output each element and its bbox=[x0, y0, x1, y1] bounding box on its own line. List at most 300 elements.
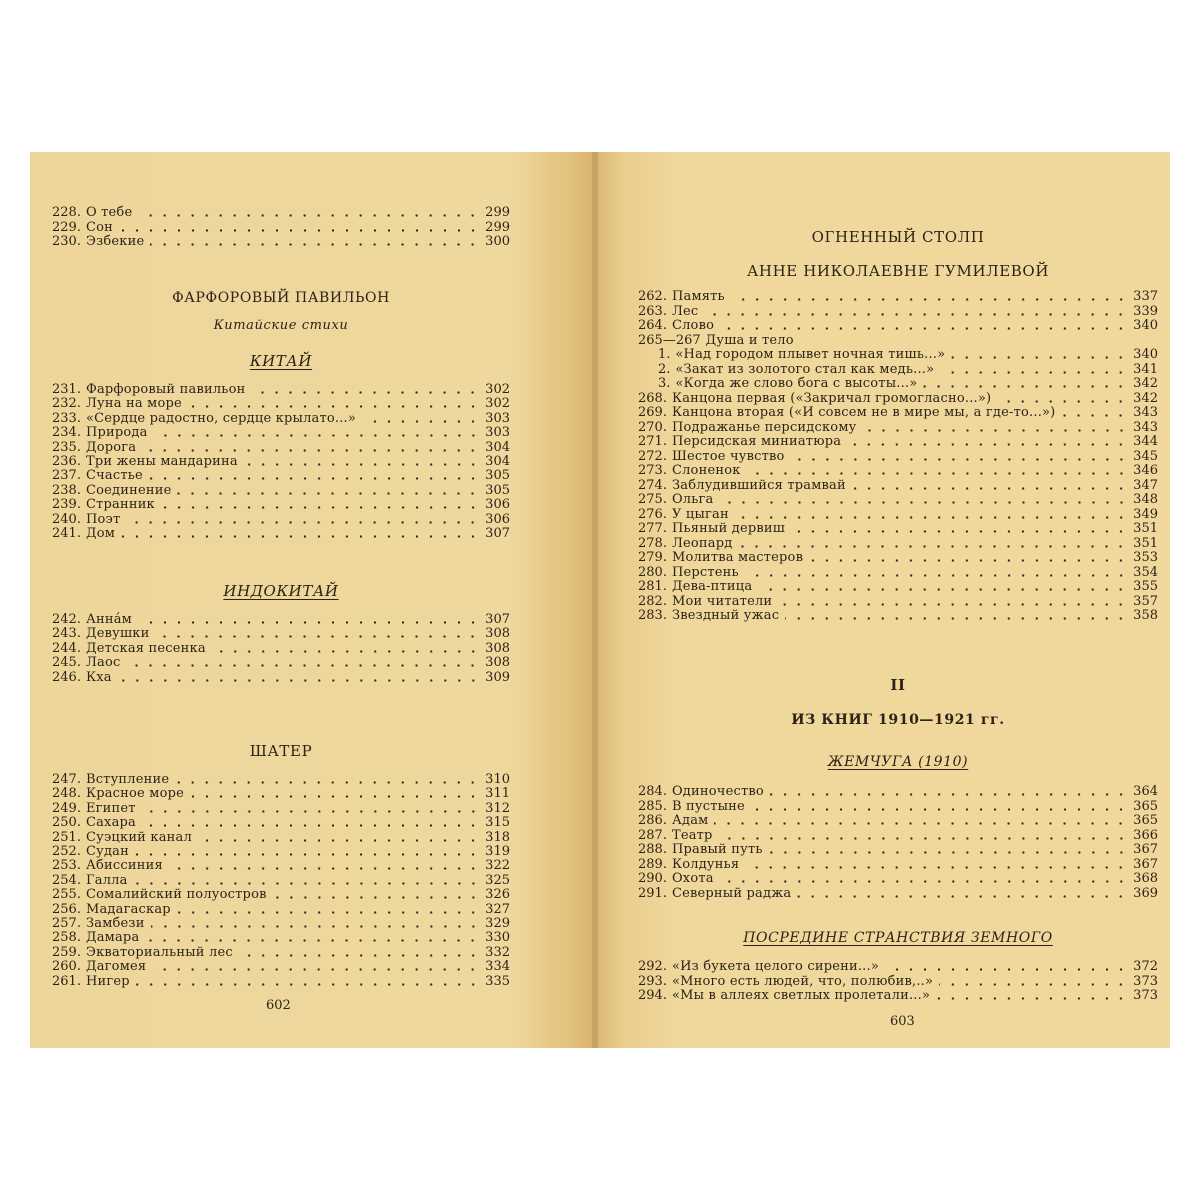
entry-title: Сон bbox=[85, 219, 113, 235]
subsection-heading-indochina: ИНДОКИТАЙ bbox=[223, 582, 339, 600]
toc-entry bbox=[52, 773, 510, 787]
toc-entry bbox=[638, 450, 1158, 464]
entry-number: 294. bbox=[638, 988, 667, 1003]
entry-number: 250. bbox=[52, 815, 81, 831]
entry-title: Ольга bbox=[671, 492, 714, 507]
entry-page-number: 325 bbox=[485, 872, 510, 888]
toc-entry bbox=[52, 917, 510, 931]
toc-entry bbox=[638, 348, 1158, 362]
entry-number: 252. bbox=[52, 844, 81, 859]
entry-title: В пустыне bbox=[671, 798, 745, 814]
subsection-heading-china: КИТАЙ bbox=[249, 352, 313, 370]
leader-dots bbox=[188, 405, 480, 408]
entry-page-number: 319 bbox=[485, 844, 510, 859]
entry-title: О тебе bbox=[85, 205, 133, 220]
entry-page-number: 367 bbox=[1133, 842, 1158, 857]
toc-entry bbox=[638, 566, 1158, 580]
entry-page-number: 326 bbox=[485, 887, 510, 903]
entry-number: 2. bbox=[658, 361, 671, 377]
dedication: АННЕ НИКОЛАЕВНЕ ГУМИЛЕВОЙ bbox=[746, 262, 1050, 280]
entry-title: Звездный ужас bbox=[671, 608, 780, 623]
entry-number: 230. bbox=[52, 234, 81, 249]
entry-page-number: 305 bbox=[485, 468, 510, 484]
entry-page-number: 307 bbox=[485, 612, 510, 627]
entry-title: Подражанье персидскому bbox=[671, 419, 857, 435]
entry-number: 244. bbox=[52, 640, 81, 656]
entry-number: 239. bbox=[52, 497, 81, 513]
entry-page-number: 373 bbox=[1133, 988, 1158, 1003]
leader-dots bbox=[177, 911, 480, 914]
toc-entry bbox=[52, 484, 510, 498]
entry-title: Эзбекие bbox=[85, 234, 145, 249]
leader-dots bbox=[273, 896, 480, 899]
entry-title: Девушки bbox=[85, 626, 150, 642]
entry-number: 291. bbox=[638, 885, 667, 901]
entry-number: 259. bbox=[52, 944, 81, 960]
entry-page-number: 355 bbox=[1133, 579, 1158, 594]
toc-entry bbox=[638, 609, 1158, 623]
leader-dots bbox=[149, 477, 480, 480]
entry-title: «Закат из золотого стал как медь...» bbox=[675, 361, 935, 377]
toc-entry bbox=[52, 455, 510, 469]
entry-title: Дом bbox=[85, 526, 116, 541]
entry-title: Дева-птица bbox=[671, 579, 753, 594]
entry-title: Странник bbox=[85, 497, 155, 513]
leader-dots bbox=[923, 385, 1128, 388]
entry-title: Судан bbox=[85, 844, 129, 859]
leader-dots bbox=[169, 867, 480, 870]
entry-title: Вступление bbox=[85, 772, 170, 787]
leader-dots bbox=[362, 420, 480, 423]
entry-number: 251. bbox=[52, 829, 81, 845]
leader-dots bbox=[863, 429, 1129, 432]
entry-number: 268. bbox=[638, 390, 667, 406]
entry-number: 256. bbox=[52, 901, 81, 917]
toc-entry bbox=[638, 363, 1158, 377]
toc-entry bbox=[638, 580, 1158, 594]
leader-dots bbox=[704, 313, 1128, 316]
toc-entry bbox=[638, 858, 1158, 872]
leader-dots bbox=[138, 621, 480, 624]
toc-entry bbox=[52, 802, 510, 816]
leader-dots bbox=[720, 501, 1128, 504]
entry-page-number: 330 bbox=[485, 930, 510, 946]
leader-dots bbox=[951, 356, 1128, 359]
leader-dots bbox=[244, 463, 480, 466]
entry-page-number: 347 bbox=[1133, 477, 1158, 493]
entry-title: Дагомея bbox=[85, 959, 147, 975]
entry-title: Пьяный дервиш bbox=[671, 521, 786, 536]
entry-number: 270. bbox=[638, 419, 667, 435]
toc-entry bbox=[52, 859, 510, 873]
entry-page-number: 307 bbox=[485, 526, 510, 541]
leader-dots bbox=[769, 851, 1128, 854]
leader-dots bbox=[997, 400, 1128, 403]
entry-title: Слоненок bbox=[671, 463, 741, 478]
leader-dots bbox=[791, 530, 1128, 533]
toc-entry bbox=[638, 829, 1158, 843]
toc-entry bbox=[52, 441, 510, 455]
toc-entry bbox=[52, 642, 510, 656]
entry-page-number: 302 bbox=[485, 382, 510, 397]
leader-dots bbox=[175, 781, 480, 784]
entry-page-number: 337 bbox=[1133, 289, 1158, 304]
entry-page-number: 309 bbox=[485, 669, 510, 685]
entry-number: 243. bbox=[52, 626, 81, 642]
entry-title: Заблудившийся трамвай bbox=[671, 477, 846, 493]
leader-dots bbox=[758, 588, 1128, 591]
entry-title: Шестое чувство bbox=[671, 448, 785, 464]
leader-dots bbox=[152, 968, 480, 971]
entry-number: 264. bbox=[638, 318, 667, 333]
toc-entry bbox=[52, 960, 510, 974]
entry-title: Охота bbox=[671, 871, 714, 886]
toc-entry bbox=[638, 989, 1158, 1003]
entry-number: 237. bbox=[52, 468, 81, 484]
entry-page-number: 341 bbox=[1133, 361, 1158, 377]
leader-dots bbox=[150, 243, 480, 246]
toc-entry bbox=[638, 814, 1158, 828]
toc-entry bbox=[638, 421, 1158, 435]
toc-entry bbox=[638, 887, 1158, 901]
leader-dots bbox=[118, 679, 480, 682]
entry-title: Луна на море bbox=[85, 396, 182, 412]
toc-entry bbox=[52, 426, 510, 440]
toc-entry bbox=[52, 874, 510, 888]
entry-page-number: 358 bbox=[1133, 608, 1158, 623]
entry-page-number: 351 bbox=[1133, 521, 1158, 536]
entry-page-number: 369 bbox=[1133, 885, 1158, 901]
entry-page-number: 322 bbox=[485, 858, 510, 874]
leader-dots bbox=[770, 793, 1128, 796]
entry-title: Кха bbox=[85, 669, 112, 685]
leader-dots bbox=[936, 997, 1128, 1000]
toc-entry bbox=[52, 816, 510, 830]
toc-entry bbox=[638, 785, 1158, 799]
entry-page-number: 365 bbox=[1133, 798, 1158, 814]
entry-page-number: 348 bbox=[1133, 492, 1158, 507]
entry-number: 284. bbox=[638, 784, 667, 799]
entry-page-number: 340 bbox=[1133, 318, 1158, 333]
toc-entry bbox=[638, 522, 1158, 536]
entry-page-number: 343 bbox=[1133, 419, 1158, 435]
leader-dots bbox=[714, 822, 1128, 825]
entry-title: Красное море bbox=[85, 786, 185, 802]
section-title-tent: ШАТЕР bbox=[249, 742, 313, 760]
entry-page-number: 308 bbox=[485, 640, 510, 656]
toc-entry bbox=[52, 221, 510, 235]
toc-entry bbox=[52, 831, 510, 845]
entry-page-number: 342 bbox=[1133, 376, 1158, 391]
entry-title: Правый путь bbox=[671, 842, 763, 857]
entry-number: 233. bbox=[52, 410, 81, 426]
toc-entry bbox=[638, 435, 1158, 449]
leader-dots bbox=[738, 545, 1128, 548]
leader-dots bbox=[136, 983, 480, 986]
toc-entry bbox=[52, 412, 510, 426]
leader-dots bbox=[126, 521, 480, 524]
entry-number: 249. bbox=[52, 800, 81, 816]
entry-title: Перстень bbox=[671, 564, 739, 580]
entry-page-number: 368 bbox=[1133, 871, 1158, 886]
toc-entry bbox=[52, 469, 510, 483]
entry-number: 254. bbox=[52, 872, 81, 888]
toc-entry bbox=[638, 872, 1158, 886]
leader-dots bbox=[142, 449, 480, 452]
leader-dots bbox=[138, 214, 480, 217]
leader-dots bbox=[778, 603, 1128, 606]
entry-number: 260. bbox=[52, 959, 81, 975]
entry-title: Колдунья bbox=[671, 856, 740, 872]
leader-dots bbox=[847, 443, 1128, 446]
leader-dots bbox=[142, 810, 480, 813]
leader-dots bbox=[745, 574, 1128, 577]
entry-number: 246. bbox=[52, 669, 81, 685]
entry-title: Галла bbox=[85, 872, 128, 888]
entry-page-number: 303 bbox=[485, 410, 510, 426]
entry-number: 3. bbox=[658, 376, 671, 391]
entry-page-number: 335 bbox=[485, 973, 510, 989]
toc-entry bbox=[52, 513, 510, 527]
leader-dots bbox=[119, 229, 480, 232]
entry-title: Сомалийский полуостров bbox=[85, 887, 267, 903]
entry-number: 283. bbox=[638, 608, 667, 623]
leader-dots bbox=[720, 327, 1128, 330]
entry-page-number: 310 bbox=[485, 772, 510, 787]
toc-entry bbox=[638, 551, 1158, 565]
entry-number: 282. bbox=[638, 593, 667, 609]
entry-page-number: 306 bbox=[485, 511, 510, 527]
entry-title: Душа и тело bbox=[705, 332, 794, 348]
entry-number: 275. bbox=[638, 492, 667, 507]
toc-entry bbox=[52, 975, 510, 989]
leader-dots bbox=[145, 939, 480, 942]
entry-title: Суэцкий канал bbox=[85, 829, 192, 845]
toc-entry bbox=[52, 383, 510, 397]
entry-page-number: 342 bbox=[1133, 390, 1158, 406]
entry-number: 271. bbox=[638, 434, 667, 449]
entry-title: У цыган bbox=[671, 506, 729, 522]
entry-number: 265—267 bbox=[638, 332, 701, 348]
entry-title: Аннáм bbox=[85, 612, 132, 627]
entry-page-number: 366 bbox=[1133, 827, 1158, 843]
toc-entry bbox=[52, 903, 510, 917]
entry-title: Канцона первая («Закричал громогласно...») bbox=[671, 390, 992, 406]
entry-number: 288. bbox=[638, 842, 667, 857]
subsection-heading-pearls: ЖЕМЧУГА (1910) bbox=[827, 754, 969, 770]
entry-number: 258. bbox=[52, 930, 81, 946]
leader-dots bbox=[121, 535, 480, 538]
leader-dots bbox=[135, 853, 480, 856]
entry-number: 240. bbox=[52, 511, 81, 527]
entry-page-number: 354 bbox=[1133, 564, 1158, 580]
entry-page-number: 308 bbox=[485, 655, 510, 671]
page-number-left: 602 bbox=[266, 998, 291, 1013]
entry-page-number: 353 bbox=[1133, 550, 1158, 565]
entry-number: 272. bbox=[638, 448, 667, 464]
entry-page-number: 332 bbox=[485, 944, 510, 960]
entry-title: «Много есть людей, что, полюбив,..» bbox=[671, 973, 934, 989]
toc-entry bbox=[638, 377, 1158, 391]
entry-title: Молитва мастеров bbox=[671, 550, 804, 565]
entry-title: Одиночество bbox=[671, 784, 764, 799]
toc-entry bbox=[638, 290, 1158, 304]
entry-page-number: 329 bbox=[485, 916, 510, 931]
entry-title: «Из букета целого сирени...» bbox=[671, 959, 879, 974]
leader-dots bbox=[177, 492, 480, 495]
entry-title: Поэт bbox=[85, 511, 121, 527]
entry-number: 245. bbox=[52, 655, 81, 671]
entry-title: Лес bbox=[671, 303, 699, 319]
book-spread bbox=[30, 152, 1170, 1048]
entry-page-number: 373 bbox=[1133, 973, 1158, 989]
entry-number: 280. bbox=[638, 564, 667, 580]
entry-title: Замбези bbox=[85, 916, 145, 931]
entry-title: Природа bbox=[85, 425, 148, 441]
entry-page-number: 315 bbox=[485, 815, 510, 831]
entry-page-number: 349 bbox=[1133, 506, 1158, 522]
leader-dots bbox=[751, 808, 1128, 811]
part-number: II bbox=[890, 676, 906, 694]
leader-dots bbox=[151, 925, 480, 928]
entry-number: 292. bbox=[638, 959, 667, 974]
leader-dots bbox=[735, 516, 1128, 519]
leader-dots bbox=[1061, 414, 1128, 417]
leader-dots bbox=[785, 617, 1128, 620]
entry-number: 242. bbox=[52, 612, 81, 627]
entry-page-number: 343 bbox=[1133, 405, 1158, 420]
entry-page-number: 367 bbox=[1133, 856, 1158, 872]
leader-dots bbox=[747, 472, 1128, 475]
leader-dots bbox=[940, 371, 1128, 374]
entry-number: 273. bbox=[638, 463, 667, 478]
entry-page-number: 300 bbox=[485, 234, 510, 249]
entry-title: Экваториальный лес bbox=[85, 944, 233, 960]
toc-entry bbox=[52, 627, 510, 641]
leader-dots bbox=[198, 839, 480, 842]
toc-entry bbox=[638, 843, 1158, 857]
toc-entry bbox=[638, 392, 1158, 406]
entry-page-number: 344 bbox=[1133, 434, 1158, 449]
left-page bbox=[30, 152, 592, 1048]
section-title-fire-pillar: ОГНЕННЫЙ СТОЛП bbox=[811, 228, 985, 246]
entry-number: 287. bbox=[638, 827, 667, 843]
entry-title: Северный раджа bbox=[671, 885, 792, 901]
leader-dots bbox=[155, 635, 480, 638]
entry-title: Адам bbox=[671, 813, 709, 828]
entry-number: 238. bbox=[52, 482, 81, 498]
entry-page-number: 299 bbox=[485, 219, 510, 235]
entry-title: Театр bbox=[671, 827, 713, 843]
toc-entry bbox=[52, 235, 510, 249]
entry-number: 247. bbox=[52, 772, 81, 787]
entry-number: 241. bbox=[52, 526, 81, 541]
entry-title: «Когда же слово бога с высоты...» bbox=[675, 376, 918, 391]
toc-entry bbox=[638, 464, 1158, 478]
entry-title: Фарфоровый павильон bbox=[85, 382, 246, 397]
entry-number: 234. bbox=[52, 425, 81, 441]
leader-dots bbox=[797, 895, 1128, 898]
entry-page-number: 365 bbox=[1133, 813, 1158, 828]
entry-title: Память bbox=[671, 289, 725, 304]
entry-number: 235. bbox=[52, 439, 81, 455]
entry-page-number: 345 bbox=[1133, 448, 1158, 464]
entry-page-number: 306 bbox=[485, 497, 510, 513]
leader-dots bbox=[190, 795, 480, 798]
entry-number: 279. bbox=[638, 550, 667, 565]
entry-page-number: 299 bbox=[485, 205, 510, 220]
entry-number: 286. bbox=[638, 813, 667, 828]
toc-entry bbox=[638, 305, 1158, 319]
leader-dots bbox=[251, 391, 480, 394]
entry-page-number: 304 bbox=[485, 439, 510, 455]
toc-entry bbox=[638, 479, 1158, 493]
part-title: ИЗ КНИГ 1910—1921 гг. bbox=[791, 712, 1005, 728]
toc-entry bbox=[52, 656, 510, 670]
entry-number: 261. bbox=[52, 973, 81, 989]
right-page bbox=[598, 152, 1170, 1048]
entry-page-number: 327 bbox=[485, 901, 510, 917]
entry-title: Счастье bbox=[85, 468, 143, 484]
entry-number: 290. bbox=[638, 871, 667, 886]
entry-number: 277. bbox=[638, 521, 667, 536]
toc-entry bbox=[52, 845, 510, 859]
toc-entry bbox=[52, 931, 510, 945]
entry-number: 281. bbox=[638, 579, 667, 594]
subsection-heading-midway: ПОСРЕДИНЕ СТРАНСТВИЯ ЗЕМНОГО bbox=[743, 930, 1053, 946]
leader-dots bbox=[800, 342, 1128, 345]
entry-title: Египет bbox=[85, 800, 136, 816]
toc-entry bbox=[638, 406, 1158, 420]
entry-page-number: 318 bbox=[485, 829, 510, 845]
entry-number: 248. bbox=[52, 786, 81, 802]
entry-page-number: 346 bbox=[1133, 463, 1158, 478]
toc-entry bbox=[52, 527, 510, 541]
entry-number: 232. bbox=[52, 396, 81, 412]
leader-dots bbox=[809, 559, 1128, 562]
entry-title: Мои читатели bbox=[671, 593, 773, 609]
leader-dots bbox=[161, 506, 480, 509]
entry-page-number: 340 bbox=[1133, 347, 1158, 362]
entry-title: Соединение bbox=[85, 482, 172, 498]
entry-number: 289. bbox=[638, 856, 667, 872]
leader-dots bbox=[720, 880, 1128, 883]
entry-number: 276. bbox=[638, 506, 667, 522]
toc-entry bbox=[52, 946, 510, 960]
entry-number: 293. bbox=[638, 973, 667, 989]
toc-entry bbox=[638, 508, 1158, 522]
section-subtitle: Китайские стихи bbox=[213, 318, 349, 333]
toc-entry bbox=[52, 613, 510, 627]
entry-title: Дорога bbox=[85, 439, 137, 455]
entry-page-number: 339 bbox=[1133, 303, 1158, 319]
entry-page-number: 364 bbox=[1133, 784, 1158, 799]
page-number-right: 603 bbox=[890, 1014, 915, 1029]
toc-entry bbox=[638, 960, 1158, 974]
toc-entry bbox=[638, 537, 1158, 551]
entry-number: 285. bbox=[638, 798, 667, 814]
leader-dots bbox=[731, 298, 1128, 301]
entry-page-number: 372 bbox=[1133, 959, 1158, 974]
entry-page-number: 302 bbox=[485, 396, 510, 412]
toc-entry bbox=[638, 493, 1158, 507]
leader-dots bbox=[852, 487, 1128, 490]
entry-title: Лаос bbox=[85, 655, 121, 671]
entry-page-number: 305 bbox=[485, 482, 510, 498]
leader-dots bbox=[154, 434, 480, 437]
entry-number: 255. bbox=[52, 887, 81, 903]
entry-number: 278. bbox=[638, 535, 667, 551]
